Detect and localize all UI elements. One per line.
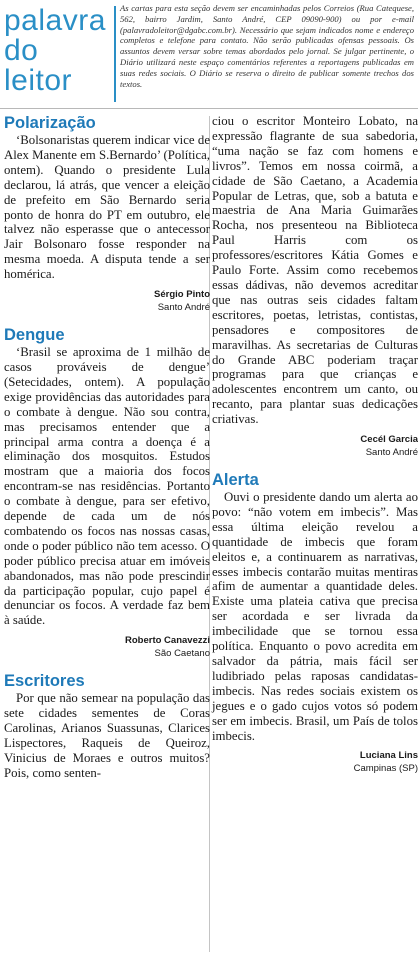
letter-author: Sérgio Pinto — [154, 289, 210, 301]
letter-escritores — [4, 672, 210, 780]
section-header — [0, 0, 418, 112]
left-column — [4, 114, 210, 793]
letter-author: Cecél Garcia — [360, 434, 418, 446]
letter-author: Luciana Lins — [359, 750, 418, 762]
masthead-line-2: do leitor — [4, 34, 73, 97]
masthead-divider — [114, 6, 116, 102]
letter-title: Dengue — [4, 326, 65, 345]
letter-title: Polarização — [4, 114, 96, 132]
letter-alerta — [212, 471, 418, 775]
letter-city: Campinas (SP) — [353, 763, 418, 775]
right-column — [212, 114, 418, 787]
letter-polarizacao — [4, 114, 210, 314]
letter-escritores-continued — [212, 114, 418, 459]
masthead-line-1: palavra — [4, 4, 106, 37]
letter-title: Escritores — [4, 672, 85, 691]
header-divider — [0, 108, 418, 109]
letter-body: ‘Brasil se aproxima de 1 milhão de casos prováveis de dengue’ (Setecidades, ontem). A população exige providências das autoridades para o combate à dengue. Não sou contra, mas precisamos entender que a principal arma contra a doença é a eliminação dos mosquitos. Estudos mostram que a maioria dos focos encontram-se nas residências. Portanto o combate à dengue, para ser efetivo, depende de cada um de nós combatendo os focos nas nossas casas, onde o poder público não tem acesso. O poder público precisa atuar em imóveis abandonados, mas não pode prescindir da participação popular, cujo papel é denunciar os focos. A verdade faz bem à saúde. — [4, 345, 210, 628]
letter-city: Santo André — [365, 447, 418, 459]
submission-instructions: As cartas para esta seção devem ser encaminhadas pelos Correios (Rua Catequese, 562, bairro Jardim, Santo André, CEP 09090-900) ou por e-mail (palavradoleitor@dgabc.com.br). Necessário que sejam indicados nome e endereço completos e telefone para contato. Não serão publicadas ofensas pessoais. Os assuntos devem versar sobre temas abordados pelo jornal. Se julgar pertinente, o Diário utilizará neste espaço comentários referentes a reportagens publicadas em suas redes sociais. O Diário se reserva o direito de publicar somente trechos dos textos. — [120, 3, 414, 89]
letter-body: ‘Bolsonaristas querem indicar vice de Alex Manente em S.Bernardo’ (Política, ontem). Quando o presidente Lula declarou, lá atrás, que vencer a eleição de prefeito em São Bernardo seria ponto de honra do PT em outubro, ele talvez não esperasse que o antecessor Jair Bolsonaro fosse responder na mesma moeda. A disputa tende a ser homérica. — [4, 133, 210, 282]
letter-city: São Caetano — [154, 648, 210, 660]
section-masthead — [4, 6, 110, 96]
letter-city: Santo André — [157, 302, 210, 314]
letter-dengue — [4, 326, 210, 660]
letter-body-part-2: ciou o escritor Monteiro Lobato, na expressão flagrante de sua sabedoria, “uma nação se faz com homens e livros”. Temos em nossa coirmã, a cidade de São Caetano, a Academia Popular de Letras, que, sob a batuta e maestria de Ana Maria Guimarães Rocha, nos presenteou na Biblioteca Paul Harris com os professores/escritores Kátia Gomes e Paulo Forte. Assim como recebemos essas dádivas, não devemos acreditar que nas outras seis cidades faltam escritores, poetas, letristas, contistas, pensadores e compositores de maravilhas. As secretarias de Culturas do Grande ABC poderiam traçar programas para que crianças e adolescentes encontrem um canto, ou recanto, para plantar suas dedicações criativas. — [212, 114, 418, 427]
letter-author: Roberto Canavezzi — [125, 635, 210, 647]
letter-body-part-1: Por que não semear na população das sete cidades sementes de Coras Carolinas, Arianos Suassunas, Clarices Lispectores, Raqueis de Queiroz, Vinicius de Moraes e outros muitos? Pois, como senten- — [4, 691, 210, 780]
letter-body: Ouvi o presidente dando um alerta ao povo: “não votem em imbecis”. Mas essa última eleição revelou a quantidade de imbecis que foram eleitos e, a continuarem as narrativas, esses imbecis contarão muitas mentiras afim de aumentar a quantidade deles. Existe uma plateia cativa que precisa ser acordada e ser livrada da imbecilidade que se tornou essa política. Enquanto o povo acredita em salvador da pátria, mais fácil ser ludibriado pelas raposas candidatas-imbecis. Nas redes sociais existem os jegues e o gado cujos votos só podem ser em imbecis. Brasil, um País de tolos imbecis. — [212, 490, 418, 743]
letter-title: Alerta — [212, 471, 259, 490]
